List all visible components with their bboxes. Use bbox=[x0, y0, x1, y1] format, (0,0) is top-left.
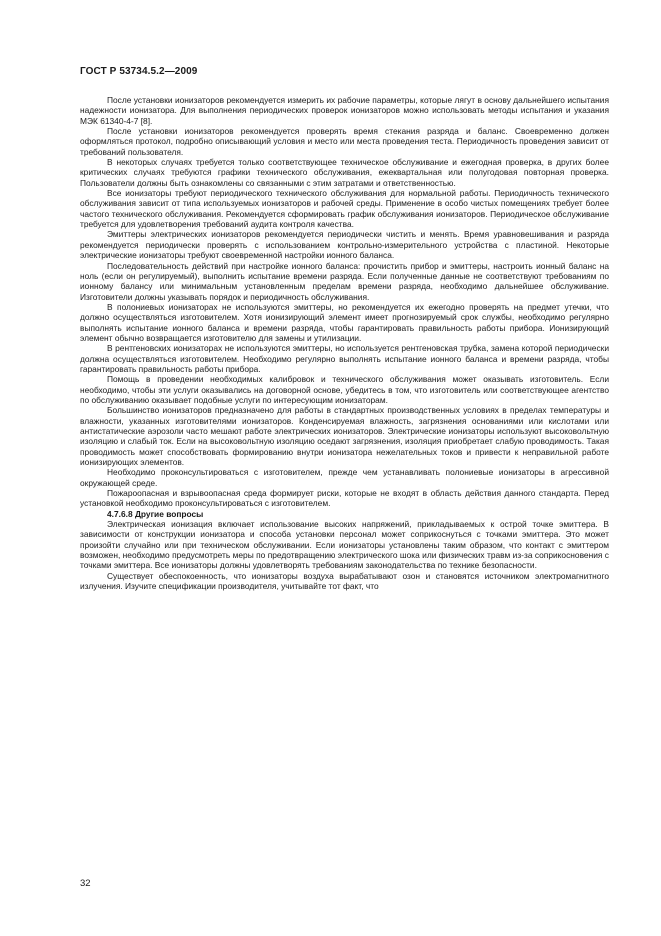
paragraph: Все ионизаторы требуют периодического технического обслуживания для нормальной работы. Периодичность технического обслуживания зависит от типа используемых ионизаторов и рабочей среды. Применение в особо чистых помещениях требует более частого технического обслуживания. Рекомендуется сформировать график обслуживания ионизаторов. Периодическое обслуживание требуется для удовлетворения требований аудита контроля качества. bbox=[80, 188, 609, 230]
paragraph: В рентгеновских ионизаторах не используются эмиттеры, но используется рентгеновская трубка, замена которой периодически должна осуществляться изготовителем. Необходимо регулярно выполнять испытание ионного баланса и времени разряда, чтобы гарантировать правильность работы прибора. bbox=[80, 343, 609, 374]
paragraph: Эмиттеры электрических ионизаторов рекомендуется периодически чистить и менять. Время уравновешивания и разряда рекомендуется периодически проверять с использованием контрольно-измерительного устройства с пластиной. Некоторые электрические ионизаторы требуют своевременной настройки ионного баланса. bbox=[80, 229, 609, 261]
paragraph: Электрическая ионизация включает использование высоких напряжений, прикладываемых к острой точке эмиттера. В зависимости от конструкции ионизатора и способа установки персонал может соприкоснуться с точками эмиттера. Это может произойти случайно или при техническом обслуживании. Если ионизаторы установлены таким образом, что контакт с эмиттером возможен, необходимо предусмотреть меры по предотвращению электрического шока или физических травм из-за соприкосновения с точками эмиттера. Все ионизаторы должны удовлетворять требованиям законодательства по технике безопасности. bbox=[80, 519, 609, 571]
section-heading: 4.7.6.8 Другие вопросы bbox=[107, 508, 204, 519]
document-body bbox=[80, 95, 609, 592]
paragraph: В полониевых ионизаторах не используются эмиттеры, но рекомендуется их ежегодно проверять на предмет утечки, что должно осуществляться изготовителем. Хотя ионизирующий элемент имеет прогнозируемый срок службы, необходимо регулярно выполнять испытание ионного баланса и времени разряда, чтобы гарантировать правильность работы прибора. Ионизирующий элемент обычно возвращается изготовителю для замены и утилизации. bbox=[80, 301, 609, 343]
paragraph: Необходимо проконсультироваться с изготовителем, прежде чем устанавливать полониевые ионизаторы в агрессивной окружающей среде. bbox=[80, 467, 609, 488]
paragraph: В некоторых случаях требуется только соответствующее техническое обслуживание и ежегодная проверка, в других более критических случаях требуются графики технического обслуживания, ежеквартальная или полугодовая повторная проверка. Пользователи должны быть ознакомлены со связанными с этим затратами и ответственностью. bbox=[80, 157, 609, 188]
paragraph: После установки ионизаторов рекомендуется измерить их рабочие параметры, которые лягут в основу дальнейшего испытания надежности ионизатора. Для выполнения периодических проверок ионизаторов можно использовать методы испытания и указания МЭК 61340-4-7 [8]. bbox=[80, 95, 609, 126]
paragraph: После установки ионизаторов рекомендуется проверять время стекания разряда и баланс. Своевременно должен оформляться протокол, подробно описывающий условия и место или места проведения теста. Периодичность проведения зависит от требований пользователя. bbox=[80, 126, 609, 157]
paragraph: Большинство ионизаторов предназначено для работы в стандартных производственных условиях в пределах температуры и влажности, указанных изготовителями ионизаторов. Конденсируемая влажность, загрязнения основаниями или кислотами или антистатические аэрозоли часто мешают работе электрических ионизаторов. Электрические ионизаторы используют высоковольтную изоляцию и слабый ток. Если на высоковольтную изоляцию оседают загрязнения, изоляция приобретает слабую проводимость. Такая проводимость может способствовать формированию внутри ионизатора нежелательных токов и привести к неправильной работе ионизирующих элементов. bbox=[80, 405, 609, 468]
paragraph: Пожароопасная и взрывоопасная среда формирует риски, которые не входят в область действия данного стандарта. Перед установкой необходимо проконсультироваться с изготовителем. bbox=[80, 488, 609, 509]
page-number: 32 bbox=[80, 878, 91, 889]
paragraph: Последовательность действий при настройке ионного баланса: прочистить прибор и эмиттеры, настроить ионный баланс на ноль (если он регулируемый), выполнить испытание времени разряда. Если полученные данные не соответствуют требованиям по ионному балансу или минимальным установленным пределам времени разряда, необходимо дальнейшее обслуживание. Изготовители должны указывать порядок и периодичность обслуживания. bbox=[80, 260, 609, 302]
paragraph: Помощь в проведении необходимых калибровок и технического обслуживания может оказывать изготовитель. Если необходимо, чтобы эти услуги оказывались на договорной основе, убедитесь в том, что изготовитель или соответствующее агентство по обслуживанию оказывает подобные услуги по интересующим ионизаторам. bbox=[80, 374, 609, 405]
paragraph: Существует обеспокоенность, что ионизаторы воздуха вырабатывают озон и становятся источником электромагнитного излучения. Изучите спецификации производителя, учитывайте тот факт, что bbox=[80, 570, 609, 592]
page-header: ГОСТ Р 53734.5.2—2009 bbox=[80, 66, 198, 77]
